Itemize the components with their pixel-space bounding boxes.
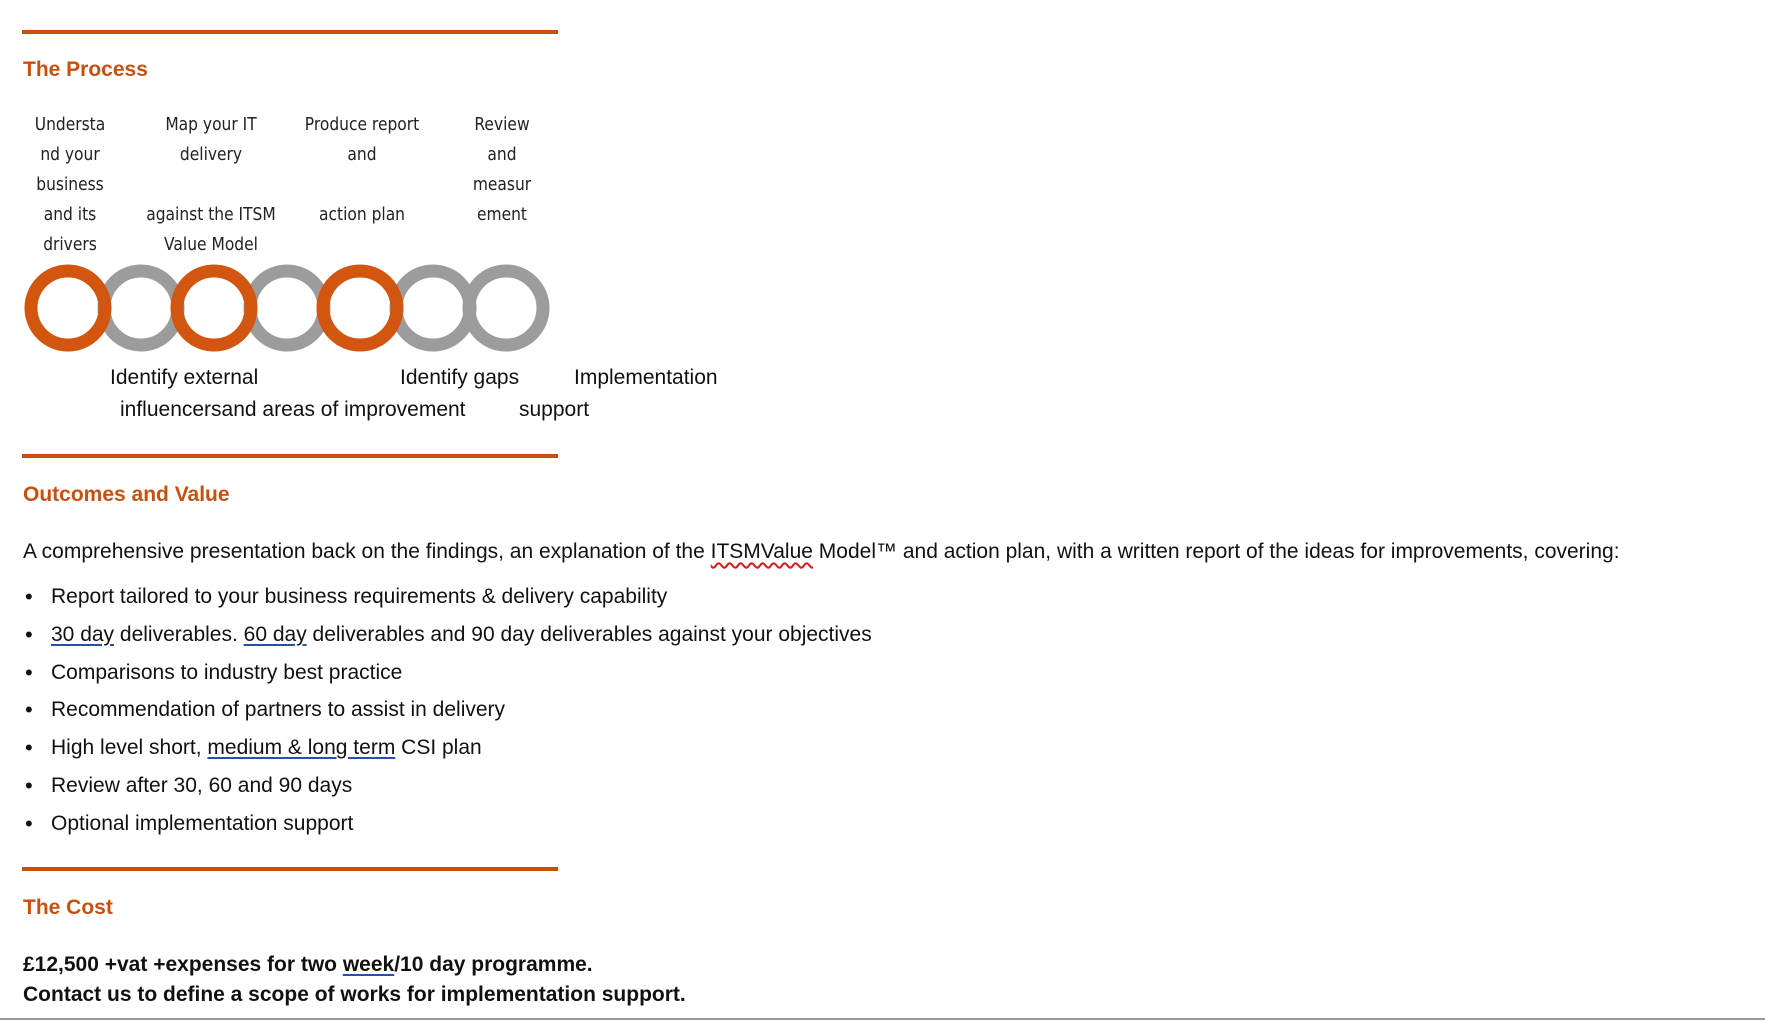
bullet-icon: • — [25, 772, 33, 798]
list-item: • High level short, medium & long term CSI plan — [23, 729, 872, 767]
process-step-review: Review and measur ement — [472, 114, 532, 225]
process-step-map: Map your IT delivery against the ITSM Value Model — [146, 114, 276, 255]
link-week[interactable]: week — [342, 953, 395, 976]
list-item: • Comparisons to industry best practice — [23, 654, 872, 692]
section-divider — [22, 454, 558, 458]
process-step-understand: Understa nd your business and its drivers — [34, 114, 106, 255]
process-heading: The Process — [23, 58, 148, 81]
link-60-day[interactable]: 60 day — [243, 622, 307, 646]
bullet-icon: • — [25, 810, 33, 836]
outcomes-heading: Outcomes and Value — [23, 483, 230, 506]
list-item: • Optional implementation support — [23, 805, 872, 843]
label-identify-gaps: Identify gaps — [400, 366, 520, 389]
bullet-icon: • — [25, 735, 33, 761]
process-ring-6 — [396, 271, 470, 345]
list-item: • Review after 30, 60 and 90 days — [23, 767, 872, 805]
label-implementation: Implementation — [574, 366, 718, 389]
process-step-report: Produce report and action plan — [304, 114, 420, 225]
bullet-icon: • — [25, 697, 33, 723]
section-divider — [22, 30, 558, 34]
process-ring-2 — [104, 271, 178, 345]
list-item: • Recommendation of partners to assist in delivery — [23, 691, 872, 729]
list-item: • Report tailored to your business requirements & delivery capability — [23, 578, 872, 616]
label-identify-external: Identify external — [110, 366, 259, 389]
process-ring-4 — [250, 271, 324, 345]
link-medium-long-term[interactable]: medium & long term — [207, 736, 396, 760]
spellcheck-flagged-word: ITSMValue — [710, 540, 813, 563]
process-chain-diagram — [0, 255, 600, 365]
outcomes-bullet-list — [23, 578, 872, 843]
section-divider — [22, 867, 558, 871]
bullet-icon: • — [25, 621, 33, 647]
list-item: • 30 day deliverables. 60 day deliverables and 90 day deliverables against your objectives — [23, 616, 872, 654]
cost-heading: The Cost — [23, 896, 113, 919]
bullet-icon: • — [25, 659, 33, 685]
link-30-day[interactable]: 30 day — [51, 622, 115, 646]
cost-line-contact: Contact us to define a scope of works for implementation support. — [23, 983, 686, 1006]
process-ring-5 — [323, 271, 397, 345]
label-support: support — [519, 398, 590, 421]
label-influencers: influencersand areas of improvement — [120, 398, 466, 421]
process-ring-1 — [31, 271, 105, 345]
bullet-icon: • — [25, 584, 33, 609]
process-ring-3 — [177, 271, 251, 345]
cost-line-price: £12,500 +vat +expenses for two week/10 day programme. — [23, 953, 593, 976]
outcomes-intro: A comprehensive presentation back on the findings, an explanation of the ITSMValue Model™ and action plan, with a written report of the ideas for improvements, covering: — [23, 540, 1620, 563]
process-ring-7 — [469, 271, 543, 345]
